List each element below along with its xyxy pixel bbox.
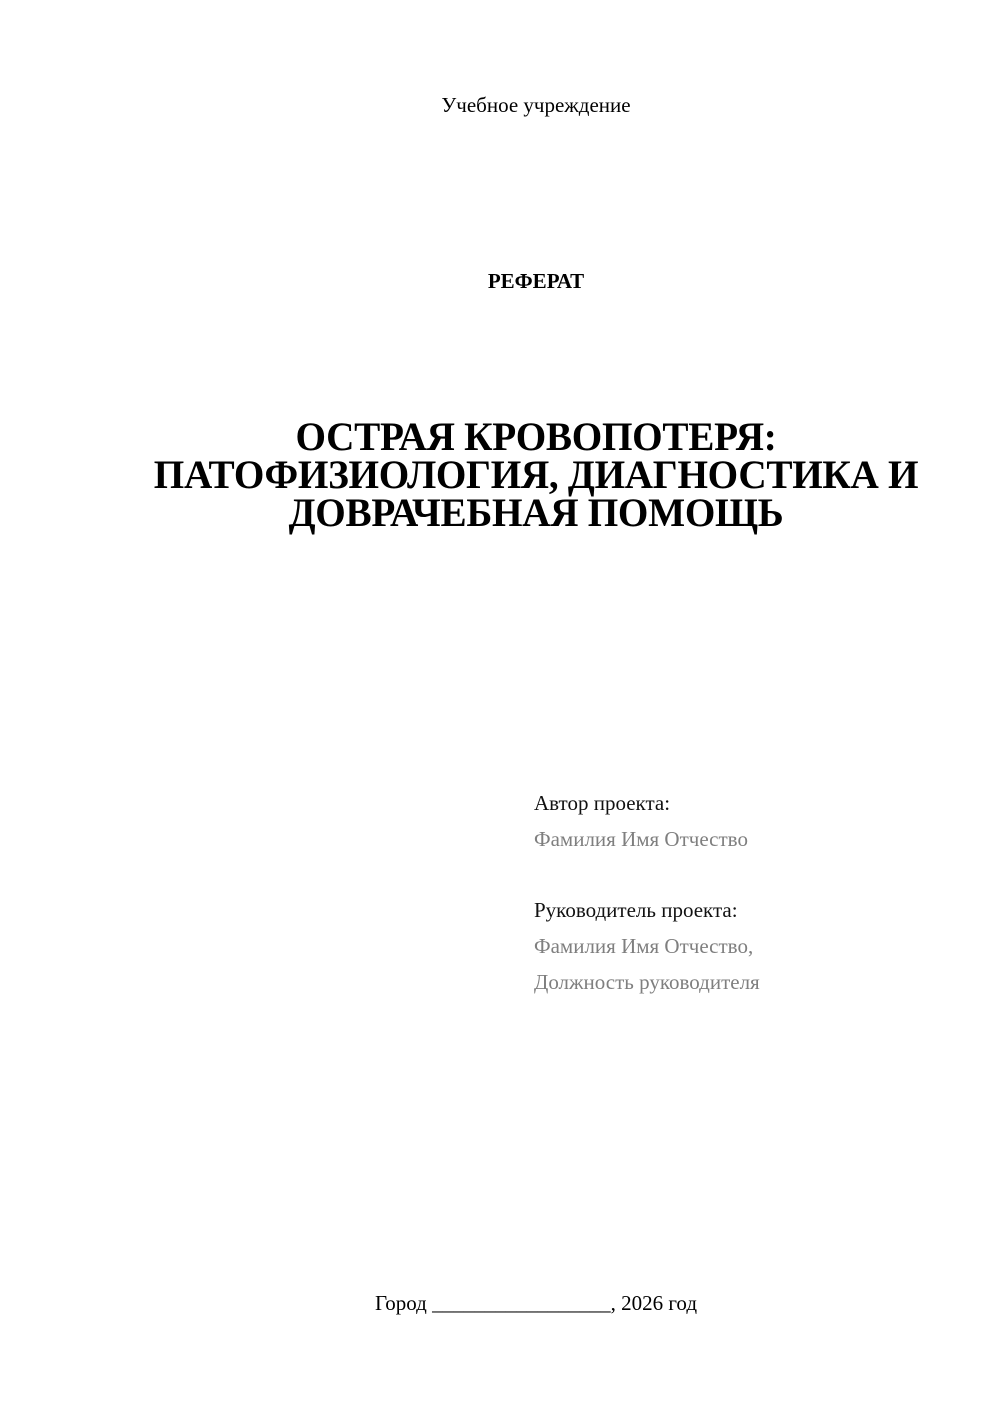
document-title	[109, 414, 964, 535]
year-text: , 2026 год	[610, 1291, 698, 1315]
city-year-line	[0, 1288, 1000, 1318]
title-line: ПАТОФИЗИОЛОГИЯ, ДИАГНОСТИКА И	[153, 452, 919, 497]
supervisor-position: Должность руководителя	[534, 970, 760, 994]
supervisor-label: Руководитель проекта:	[534, 898, 738, 922]
document-type: РЕФЕРАТ	[487, 269, 585, 293]
supervisor-name: Фамилия Имя Отчество,	[534, 934, 754, 958]
city-label: Город	[374, 1291, 427, 1315]
title-line: ДОВРАЧЕБНАЯ ПОМОЩЬ	[288, 490, 784, 535]
supervisor-block	[534, 892, 760, 1000]
title-line: ОСТРАЯ КРОВОПОТЕРЯ:	[295, 414, 777, 459]
institution-name: Учебное учреждение	[441, 93, 631, 117]
author-name: Фамилия Имя Отчество	[534, 827, 748, 851]
city-blank: _________________	[432, 1291, 611, 1315]
author-label: Автор проекта:	[534, 791, 671, 815]
author-block	[534, 785, 748, 857]
